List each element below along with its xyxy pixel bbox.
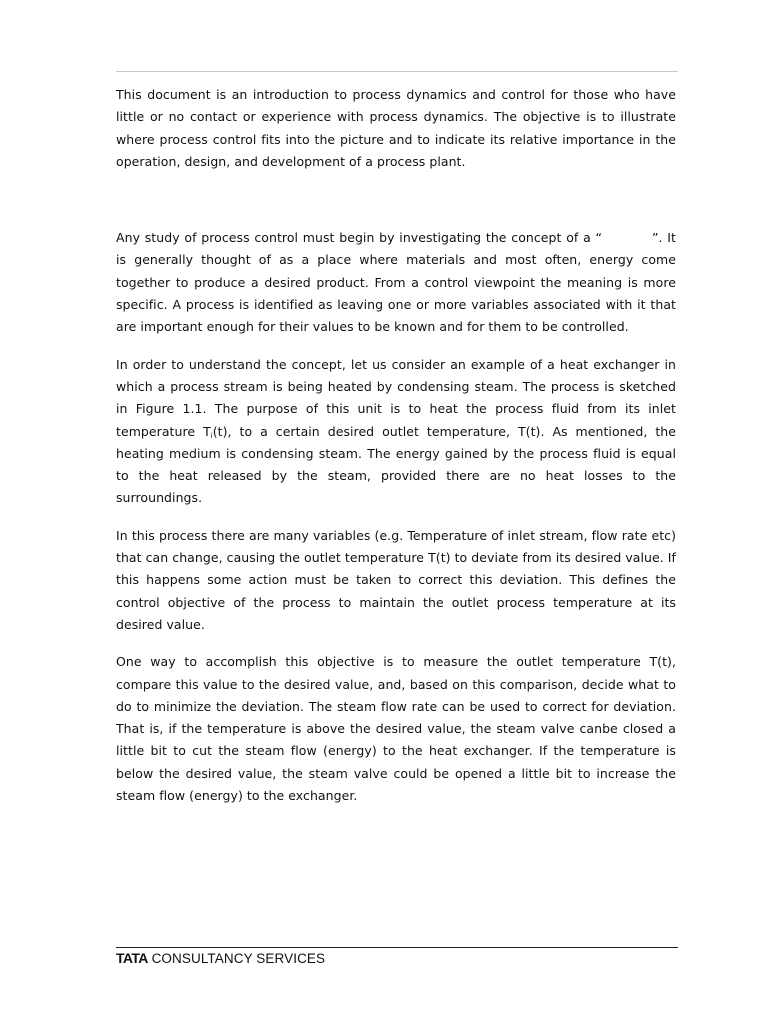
paragraph-variables: In this process there are many variables (e.g. Temperature of inlet stream, flow rate etc) that can change, causing the outlet temperature T(t) to deviate from its desired value. If this happens some action must be taken to correct this deviation. This defines the control objective of the process to maintain the outlet process temperature at its desired value. bbox=[116, 527, 676, 632]
paragraph-process-concept-start: Any study of process control must begin by investigating the concept of a “ bbox=[116, 230, 603, 246]
footer-brand: TATA bbox=[116, 950, 148, 966]
footer-company: CONSULTANCY SERVICES bbox=[151, 951, 326, 966]
footer-logo bbox=[116, 949, 325, 968]
footer-divider bbox=[116, 947, 678, 948]
paragraph-process-concept-end: ”. It is generally thought of as a place where materials and most often, energy come together to produce a desired product. From a control viewpoint the meaning is more specific. A process is identified as leaving one or more variables associated with it that are important enough for their values to be known and for them to be controlled. bbox=[116, 230, 676, 335]
inlet-subscript: i bbox=[210, 431, 213, 440]
paragraph-introduction: This document is an introduction to process dynamics and control for those who have little or no contact or experience with process dynamics. The objective is to illustrate where process control fits into the picture and to indicate its relative importance in the operation, design, and development of a process plant. bbox=[116, 87, 676, 169]
header-divider bbox=[116, 71, 678, 72]
paragraph-process-concept bbox=[116, 227, 676, 338]
paragraph-heat-exchanger-start: In order to understand the concept, let us consider an example of a heat exchanger in which a process stream is being heated by condensing steam. The process is sketched in Figure 1.1. The purpose of this unit is to heat the process fluid from its inlet temperature T bbox=[116, 356, 676, 439]
document-body bbox=[116, 84, 676, 807]
paragraph-control-method: One way to accomplish this objective is to measure the outlet temperature T(t), compare this value to the desired value, and, based on this comparison, decide what to do to minimize the deviation. The steam flow rate can be used to correct for deviation. That is, if the temperature is above the desired value, the steam valve canbe closed a little bit to cut the steam flow (energy) to the heat exchanger. If the temperature is below the desired value, the steam valve could be opened a little bit to increase the steam flow (energy) to the exchanger. bbox=[116, 654, 676, 804]
paragraph-heat-exchanger bbox=[116, 354, 676, 510]
paragraph-heat-exchanger-end: (t), to a certain desired outlet temperature, T(t). As mentioned, the heating medium is condensing steam. The energy gained by the process fluid is equal to the heat released by the steam, provided there are no heat losses to the surroundings. bbox=[116, 423, 676, 506]
